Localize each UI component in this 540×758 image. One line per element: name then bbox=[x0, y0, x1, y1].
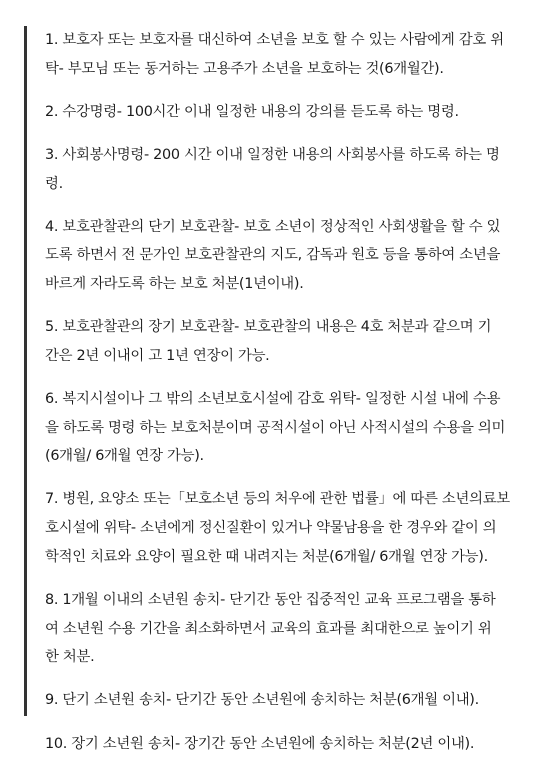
item-line: 학적인 치료와 요양이 필요한 때 내려지는 처분(6개월/ 6개월 연장 가능). bbox=[45, 548, 488, 565]
item-line: 8. 1개월 이내의 소년원 송치- 단기간 동안 집중적인 교육 프로그램을 통하 bbox=[45, 591, 496, 608]
item-line: (6개월/ 6개월 연장 가능). bbox=[45, 448, 204, 465]
list-item bbox=[45, 26, 524, 83]
list-item bbox=[45, 313, 524, 370]
quote-block bbox=[24, 26, 524, 752]
list-item bbox=[45, 385, 524, 471]
item-line: 한 처분. bbox=[45, 649, 95, 666]
item-line: 5. 보호관찰관의 장기 보호관찰- 보호관찰의 내용은 4호 처분과 같으며 기 bbox=[45, 319, 492, 336]
item-line: 도록 하면서 전 문가인 보호관찰관의 지도, 감독과 원호 등을 통하여 소년을 bbox=[45, 247, 501, 264]
item-line: 을 하도록 명령 하는 보호처분이며 공적시설이 아닌 사적시설의 수용을 의미 bbox=[45, 419, 506, 436]
item-line: 2. 수강명령- 100시간 이내 일정한 내용의 강의를 듣도록 하는 명령. bbox=[45, 103, 459, 120]
item-line: 탁- 부모님 또는 동거하는 고용주가 소년을 보호하는 것(6개월간). bbox=[45, 60, 444, 77]
list-item bbox=[45, 141, 524, 198]
list-item bbox=[45, 586, 524, 672]
item-line: 4. 보호관찰관의 단기 보호관찰- 보호 소년이 정상적인 사회생활을 할 수 있 bbox=[45, 218, 501, 235]
item-line: 호시설에 위탁- 소년에게 정신질환이 있거나 약물남용을 한 경우와 같이 의 bbox=[45, 520, 497, 537]
list-item bbox=[45, 686, 524, 715]
item-line: 령. bbox=[45, 175, 63, 192]
item-line: 여 소년원 수용 기간을 최소화하면서 교육의 효과를 최대한으로 높이기 위 bbox=[45, 620, 492, 637]
list-item bbox=[45, 98, 524, 127]
list-item bbox=[45, 485, 524, 571]
list-item bbox=[45, 213, 524, 299]
item-line: 3. 사회봉사명령- 200 시간 이내 일정한 내용의 사회봉사를 하도록 하는 명 bbox=[45, 146, 500, 163]
item-line: 간은 2년 이내이 고 1년 연장이 가능. bbox=[45, 347, 270, 364]
list-item bbox=[45, 730, 524, 758]
item-line: 6. 복지시설이나 그 밖의 소년보호시설에 감호 위탁- 일정한 시설 내에 수용 bbox=[45, 390, 501, 407]
item-line: 바르게 자라도록 하는 보호 처분(1년이내). bbox=[45, 276, 304, 293]
item-line: 7. 병원, 요양소 또는「보호소년 등의 처우에 관한 법률」에 따른 소년의료보 bbox=[45, 491, 510, 508]
item-line: 10. 장기 소년원 송치- 장기간 동안 소년원에 송치하는 처분(2년 이내). bbox=[45, 735, 475, 752]
item-line: 9. 단기 소년원 송치- 단기간 동안 소년원에 송치하는 처분(6개월 이내). bbox=[45, 692, 479, 709]
item-line: 1. 보호자 또는 보호자를 대신하여 소년을 보호 할 수 있는 사람에게 감호 위 bbox=[45, 32, 504, 48]
